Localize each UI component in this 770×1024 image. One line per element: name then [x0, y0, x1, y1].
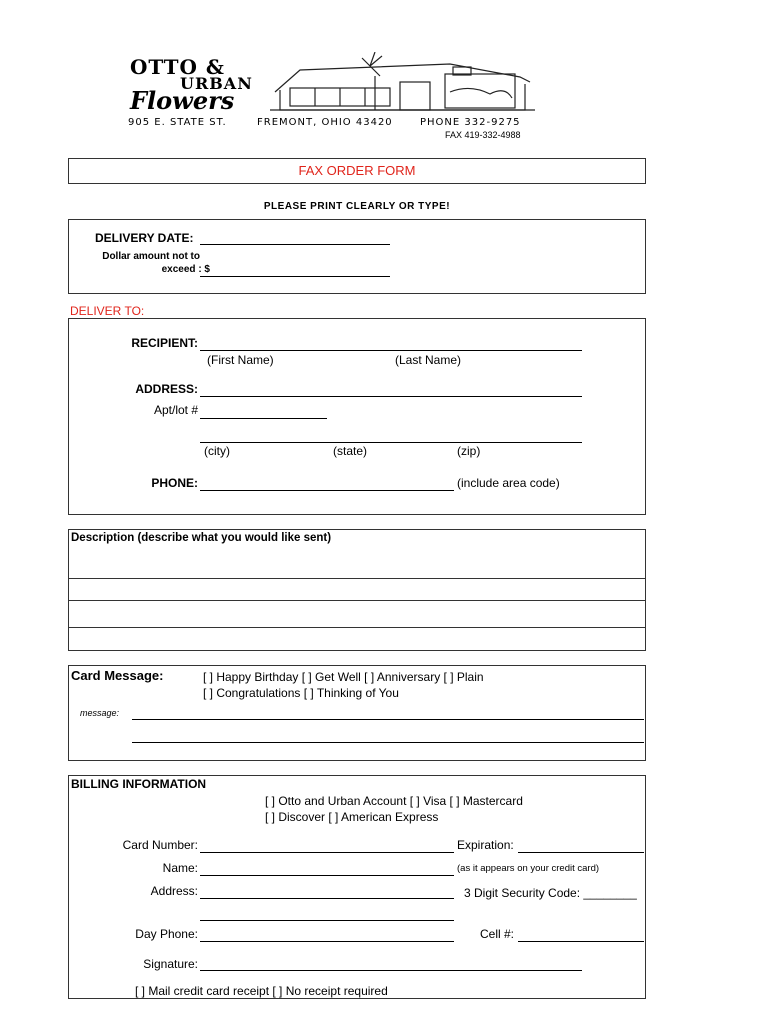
- billing-address-label: Address:: [150, 884, 198, 898]
- store-phone: PHONE 332-9275: [420, 117, 521, 128]
- last-name-hint: (Last Name): [395, 353, 462, 367]
- expiration-field[interactable]: [518, 852, 644, 853]
- card-options-row-1[interactable]: [ ] Happy Birthday [ ] Get Well [ ] Anniversary [ ] Plain: [203, 670, 484, 684]
- dollar-amount-field[interactable]: [200, 276, 390, 277]
- message-line-2[interactable]: [132, 742, 644, 743]
- dollar-amount-label-1: Dollar amount not to: [102, 251, 200, 262]
- card-number-label: Card Number:: [122, 838, 198, 852]
- name-label: Name:: [162, 861, 198, 875]
- cell-label: Cell #:: [480, 927, 515, 941]
- print-instruction: PLEASE PRINT CLEARLY OR TYPE!: [263, 201, 451, 212]
- payment-options-row-1[interactable]: [ ] Otto and Urban Account [ ] Visa [ ] Mastercard: [265, 794, 523, 808]
- recipient-label: RECIPIENT:: [131, 336, 198, 350]
- storefront-illustration: [270, 52, 535, 114]
- day-phone-label: Day Phone:: [135, 927, 198, 941]
- form-title: FAX ORDER FORM: [298, 163, 416, 178]
- phone-field[interactable]: [200, 490, 454, 491]
- description-line-2[interactable]: [68, 600, 646, 601]
- delivery-date-field[interactable]: [200, 244, 390, 245]
- address-label: ADDRESS:: [135, 382, 198, 396]
- description-line-1[interactable]: [68, 578, 646, 579]
- card-number-field[interactable]: [200, 852, 454, 853]
- cell-field[interactable]: [518, 941, 644, 942]
- name-hint: (as it appears on your credit card): [457, 863, 600, 874]
- signature-field[interactable]: [200, 970, 582, 971]
- first-name-hint: (First Name): [207, 353, 274, 367]
- description-section: [68, 529, 646, 651]
- store-fax: FAX 419-332-4988: [445, 130, 521, 140]
- store-address: 905 E. STATE ST.: [128, 117, 227, 128]
- dollar-amount-label-2: exceed : $: [161, 264, 210, 275]
- card-message-label: Card Message:: [71, 668, 164, 683]
- message-line-1[interactable]: [132, 719, 644, 720]
- apt-field[interactable]: [200, 418, 327, 419]
- city-hint: (city): [204, 444, 230, 458]
- delivery-date-label: DELIVERY DATE:: [95, 231, 194, 245]
- day-phone-field[interactable]: [200, 941, 454, 942]
- card-options-row-2[interactable]: [ ] Congratulations [ ] Thinking of You: [203, 686, 399, 700]
- name-field[interactable]: [200, 875, 454, 876]
- phone-hint: (include area code): [457, 476, 560, 490]
- zip-hint: (zip): [457, 444, 481, 458]
- billing-address-field[interactable]: [200, 898, 454, 899]
- message-label: message:: [80, 708, 120, 718]
- logo-text-urban: URBAN: [180, 74, 253, 93]
- payment-options-row-2[interactable]: [ ] Discover [ ] American Express: [265, 810, 439, 824]
- recipient-field[interactable]: [200, 350, 582, 351]
- apt-label: Apt/lot #: [153, 403, 198, 417]
- billing-address-field-2[interactable]: [200, 920, 454, 921]
- description-label: Description (describe what you would like sent): [71, 532, 332, 544]
- city-state-zip-field[interactable]: [200, 442, 582, 443]
- expiration-label: Expiration:: [457, 838, 514, 852]
- description-line-3[interactable]: [68, 627, 646, 628]
- receipt-options[interactable]: [ ] Mail credit card receipt [ ] No receipt required: [135, 984, 388, 998]
- signature-label: Signature:: [143, 957, 198, 971]
- form-title-box: [68, 158, 646, 184]
- state-hint: (state): [333, 444, 368, 458]
- deliver-to-heading: DELIVER TO:: [70, 304, 145, 318]
- address-field[interactable]: [200, 396, 582, 397]
- logo-text-flowers: Flowers: [130, 86, 235, 115]
- phone-label: PHONE:: [151, 476, 198, 490]
- logo-text-otto: OTTO &: [130, 55, 225, 79]
- billing-heading: BILLING INFORMATION: [71, 777, 207, 791]
- store-city: FREMONT, OHIO 43420: [257, 117, 393, 128]
- security-code-label[interactable]: 3 Digit Security Code: ________: [464, 886, 637, 900]
